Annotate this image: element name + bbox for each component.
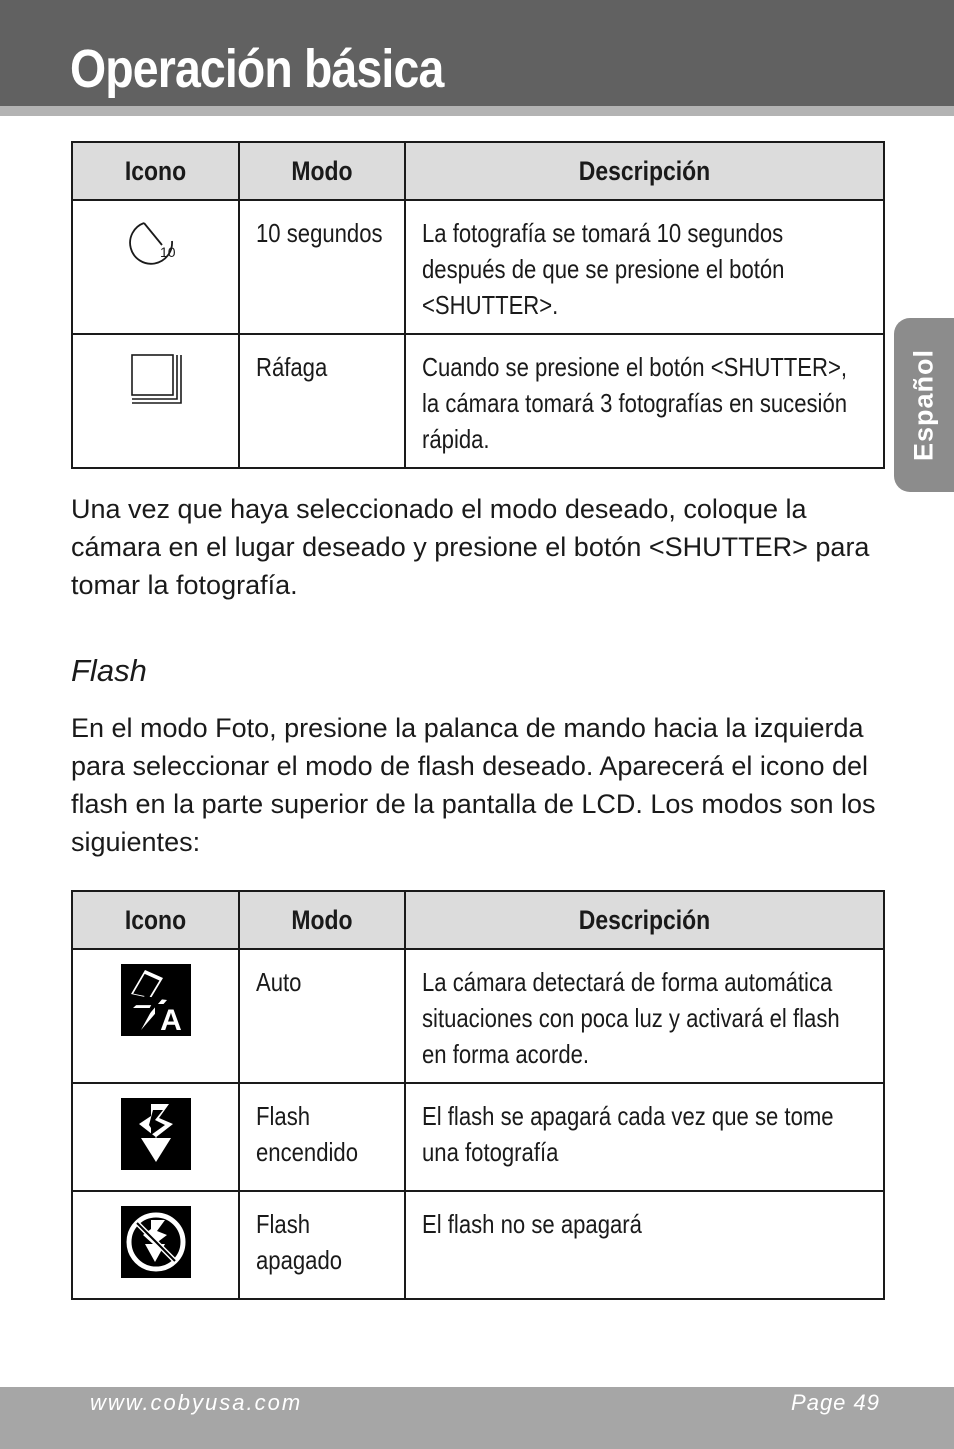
description-cell: El flash se apagará cada vez que se tome una fotografía bbox=[405, 1083, 884, 1191]
language-tab bbox=[894, 318, 954, 492]
flash-on-icon bbox=[121, 1098, 191, 1179]
icon-cell bbox=[72, 334, 239, 468]
column-header-mode: Modo bbox=[239, 891, 405, 949]
icon-cell bbox=[72, 200, 239, 334]
mode-cell: Auto bbox=[239, 949, 405, 1083]
description-cell: El flash no se apagará bbox=[405, 1191, 884, 1299]
flash-paragraph: En el modo Foto, presione la palanca de mando hacia la izquierda para seleccionar el modo de flash deseado. Aparecerá el icono del flash en la parte superior de la pantalla de LCD. Los modos son los siguientes: bbox=[71, 713, 876, 857]
column-header-description: Descripción bbox=[405, 142, 884, 200]
column-header-icon: Icono bbox=[72, 142, 239, 200]
flash-off-icon bbox=[121, 1206, 191, 1287]
mode-cell: Ráfaga bbox=[239, 334, 405, 468]
table-row bbox=[72, 1191, 884, 1299]
instruction-paragraph: Una vez que haya seleccionado el modo deseado, coloque la cámara en el lugar deseado y presione el botón <SHUTTER> para tomar la fotografía. bbox=[71, 494, 870, 600]
svg-text:10: 10 bbox=[159, 244, 176, 260]
icon-cell bbox=[72, 1191, 239, 1299]
column-header-description: Descripción bbox=[405, 891, 884, 949]
table-row bbox=[72, 949, 884, 1083]
svg-text:A: A bbox=[159, 1004, 182, 1036]
description-cell: La cámara detectará de forma automática situaciones con poca luz y activará el flash en forma acorde. bbox=[405, 949, 884, 1083]
mode-cell: Flash encendido bbox=[239, 1083, 405, 1191]
page-title: Operación básica bbox=[70, 39, 444, 99]
footer-url: www.cobyusa.com bbox=[90, 1390, 303, 1415]
description-cell: La fotografía se tomará 10 segundos después de que se presione el botón <SHUTTER>. bbox=[405, 200, 884, 334]
self-timer-10s-icon bbox=[128, 215, 184, 276]
burst-icon bbox=[127, 349, 185, 418]
description-cell: Cuando se presione el botón <SHUTTER>, la cámara tomará 3 fotografías en sucesión rápida. bbox=[405, 334, 884, 468]
table-header-row bbox=[72, 891, 884, 949]
mode-cell: Flash apagado bbox=[239, 1191, 405, 1299]
page-number: Page 49 bbox=[791, 1390, 880, 1415]
language-tab-label: Español bbox=[908, 348, 939, 462]
section-title: Flash bbox=[71, 653, 147, 688]
column-header-mode: Modo bbox=[239, 142, 405, 200]
icon-cell bbox=[72, 949, 239, 1083]
flash-mode-table bbox=[71, 890, 885, 1300]
flash-auto-icon bbox=[121, 964, 191, 1045]
column-header-icon: Icono bbox=[72, 891, 239, 949]
mode-table bbox=[71, 141, 885, 469]
table-row bbox=[72, 200, 884, 334]
mode-cell: 10 segundos bbox=[239, 200, 405, 334]
table-row bbox=[72, 1083, 884, 1191]
header-divider bbox=[0, 106, 954, 116]
table-header-row bbox=[72, 142, 884, 200]
icon-cell bbox=[72, 1083, 239, 1191]
table-row bbox=[72, 334, 884, 468]
